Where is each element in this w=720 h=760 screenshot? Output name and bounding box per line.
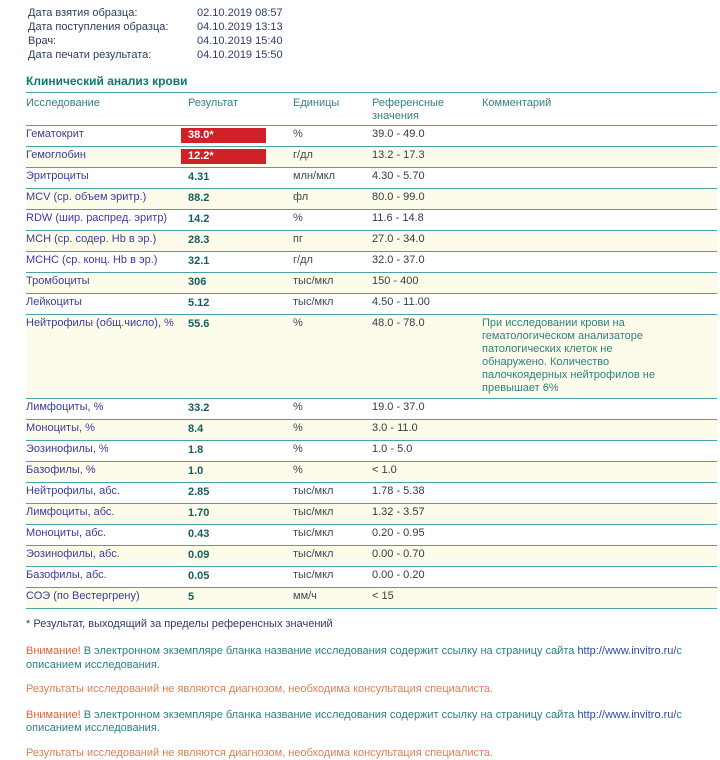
meta-value: 04.10.2019 13:13	[197, 20, 717, 34]
test-result	[188, 126, 293, 146]
attention-text: В электронном экземпляре бланка название исследования содержит ссылку на страницу сайта	[84, 645, 575, 657]
test-comment	[482, 588, 717, 593]
result-value: 0.43	[181, 527, 266, 542]
test-name: MCHC (ср. конц. Hb в эр.)	[26, 252, 188, 270]
test-units: %	[293, 126, 372, 144]
table-row	[26, 462, 717, 483]
table-row	[26, 294, 717, 315]
attention-suffix: с описанием исследования.	[26, 645, 682, 671]
reference-range: 150 - 400	[372, 273, 482, 291]
result-value: 38.0*	[181, 128, 266, 143]
test-name: Моноциты, абс.	[26, 525, 188, 543]
test-name: Нейтрофилы, абс.	[26, 483, 188, 501]
test-comment	[482, 273, 717, 278]
test-units: тыс/мкл	[293, 567, 372, 585]
test-comment	[482, 504, 717, 509]
test-units: %	[293, 441, 372, 459]
test-name: Лимфоциты, абс.	[26, 504, 188, 522]
col-header-comment: Комментарий	[482, 93, 717, 112]
test-units: мм/ч	[293, 588, 372, 606]
table-body	[26, 126, 717, 609]
test-result	[188, 525, 293, 545]
test-result	[188, 147, 293, 167]
col-header-units: Единицы	[293, 93, 372, 112]
test-name: Эозинофилы, абс.	[26, 546, 188, 564]
attention-label: Внимание!	[26, 709, 81, 721]
reference-range: 0.20 - 0.95	[372, 525, 482, 543]
table-row	[26, 399, 717, 420]
meta-row	[28, 34, 717, 48]
test-name: Базофилы, абс.	[26, 567, 188, 585]
result-value: 5.12	[181, 296, 266, 311]
result-value: 12.2*	[181, 149, 266, 164]
test-units: тыс/мкл	[293, 504, 372, 522]
attention-suffix: с описанием исследования.	[26, 709, 682, 735]
reference-range: < 15	[372, 588, 482, 606]
test-comment: При исследовании крови на гематологическом анализаторе патологических клеток не обнаружено. Количество палочкоядерных нейтрофилов не превышает 6%	[482, 315, 717, 398]
attention-text: В электронном экземпляре бланка название исследования содержит ссылку на страницу сайта	[84, 709, 575, 721]
test-result	[188, 567, 293, 587]
table-row	[26, 252, 717, 273]
table-row	[26, 504, 717, 525]
attention-label: Внимание!	[26, 645, 81, 657]
col-header-test: Исследование	[26, 93, 188, 112]
result-value: 14.2	[181, 212, 266, 227]
result-value: 0.09	[181, 548, 266, 563]
meta-label: Дата поступления образца:	[28, 20, 197, 34]
test-result	[188, 168, 293, 188]
test-result	[188, 294, 293, 314]
reference-range: 80.0 - 99.0	[372, 189, 482, 207]
test-units: фл	[293, 189, 372, 207]
test-result	[188, 252, 293, 272]
result-value: 4.31	[181, 170, 266, 185]
table-row	[26, 126, 717, 147]
reference-footnote: * Результат, выходящий за пределы референсных значений	[26, 618, 717, 631]
test-result	[188, 483, 293, 503]
test-result	[188, 399, 293, 419]
test-comment	[482, 189, 717, 194]
reference-range: 19.0 - 37.0	[372, 399, 482, 417]
reference-range: 1.32 - 3.57	[372, 504, 482, 522]
table-row	[26, 588, 717, 609]
test-name: MCH (ср. содер. Hb в эр.)	[26, 231, 188, 249]
result-value: 33.2	[181, 401, 266, 416]
table-row	[26, 273, 717, 294]
table-row	[26, 168, 717, 189]
test-comment	[482, 210, 717, 215]
meta-label: Врач:	[28, 34, 197, 48]
result-value: 28.3	[181, 233, 266, 248]
reference-range: 48.0 - 78.0	[372, 315, 482, 333]
test-name: MCV (ср. объем эритр.)	[26, 189, 188, 207]
reference-range: 1.78 - 5.38	[372, 483, 482, 501]
meta-row	[28, 20, 717, 34]
reference-range: 0.00 - 0.20	[372, 567, 482, 585]
table-row	[26, 567, 717, 588]
results-table	[26, 93, 717, 609]
result-value: 1.70	[181, 506, 266, 521]
meta-row	[28, 6, 717, 20]
test-comment	[482, 483, 717, 488]
result-value: 1.8	[181, 443, 266, 458]
meta-value: 04.10.2019 15:40	[197, 34, 717, 48]
test-name: Нейтрофилы (общ.число), %	[26, 315, 188, 333]
result-value: 88.2	[181, 191, 266, 206]
test-comment	[482, 147, 717, 152]
reference-range: 3.0 - 11.0	[372, 420, 482, 438]
reference-range: 1.0 - 5.0	[372, 441, 482, 459]
test-name: Гемоглобин	[26, 147, 188, 165]
attention-notice-1	[26, 645, 686, 672]
result-value: 306	[181, 275, 266, 290]
result-value: 55.6	[181, 317, 266, 332]
test-name: Лейкоциты	[26, 294, 188, 312]
test-comment	[482, 420, 717, 425]
meta-label: Дата взятия образца:	[28, 6, 197, 20]
test-result	[188, 588, 293, 608]
result-value: 1.0	[181, 464, 266, 479]
reference-range: 32.0 - 37.0	[372, 252, 482, 270]
test-name: Тромбоциты	[26, 273, 188, 291]
test-result	[188, 189, 293, 209]
test-result	[188, 504, 293, 524]
test-units: %	[293, 399, 372, 417]
test-name: Базофилы, %	[26, 462, 188, 480]
test-comment	[482, 399, 717, 404]
test-name: Лимфоциты, %	[26, 399, 188, 417]
test-units: г/дл	[293, 147, 372, 165]
table-header-row	[26, 93, 717, 126]
reference-range: 39.0 - 49.0	[372, 126, 482, 144]
test-name: RDW (шир. распред. эритр)	[26, 210, 188, 228]
test-result	[188, 462, 293, 482]
attention-notice-2	[26, 709, 686, 736]
result-value: 32.1	[181, 254, 266, 269]
test-result	[188, 273, 293, 293]
test-comment	[482, 252, 717, 257]
table-row	[26, 315, 717, 399]
test-result	[188, 546, 293, 566]
test-name: СОЭ (по Вестергрену)	[26, 588, 188, 606]
reference-range: < 1.0	[372, 462, 482, 480]
test-comment	[482, 126, 717, 131]
test-units: тыс/мкл	[293, 546, 372, 564]
table-row	[26, 420, 717, 441]
test-units: тыс/мкл	[293, 273, 372, 291]
test-units: г/дл	[293, 252, 372, 270]
col-header-result: Результат	[188, 93, 293, 112]
section-title: Клинический анализ крови	[26, 74, 717, 93]
test-comment	[482, 231, 717, 236]
disclaimer-notice-2: Результаты исследований не являются диагнозом, необходима консультация специалиста.	[26, 747, 686, 760]
table-row	[26, 231, 717, 252]
test-name: Эритроциты	[26, 168, 188, 186]
test-name: Моноциты, %	[26, 420, 188, 438]
test-name: Эозинофилы, %	[26, 441, 188, 459]
table-row	[26, 210, 717, 231]
test-result	[188, 315, 293, 335]
test-result	[188, 420, 293, 440]
test-comment	[482, 525, 717, 530]
invitro-url-link[interactable]: http://www.invitro.ru/	[577, 709, 676, 721]
reference-range: 4.30 - 5.70	[372, 168, 482, 186]
test-units: %	[293, 462, 372, 480]
result-value: 0.05	[181, 569, 266, 584]
invitro-url-link[interactable]: http://www.invitro.ru/	[577, 645, 676, 657]
test-units: %	[293, 420, 372, 438]
test-comment	[482, 567, 717, 572]
meta-value: 04.10.2019 15:50	[197, 48, 717, 62]
test-units: пг	[293, 231, 372, 249]
meta-value: 02.10.2019 08:57	[197, 6, 717, 20]
test-comment	[482, 294, 717, 299]
table-row	[26, 546, 717, 567]
test-result	[188, 441, 293, 461]
reference-range: 27.0 - 34.0	[372, 231, 482, 249]
sample-metadata	[26, 6, 717, 62]
reference-range: 11.6 - 14.8	[372, 210, 482, 228]
table-row	[26, 189, 717, 210]
col-header-reference: Референсные значения	[372, 93, 482, 125]
table-row	[26, 525, 717, 546]
test-comment	[482, 168, 717, 173]
test-units: тыс/мкл	[293, 483, 372, 501]
test-units: млн/мкл	[293, 168, 372, 186]
test-units: тыс/мкл	[293, 294, 372, 312]
test-result	[188, 210, 293, 230]
test-comment	[482, 546, 717, 551]
disclaimer-notice-1: Результаты исследований не являются диагнозом, необходима консультация специалиста.	[26, 683, 686, 697]
reference-range: 13.2 - 17.3	[372, 147, 482, 165]
result-value: 5	[181, 590, 266, 605]
table-row	[26, 147, 717, 168]
reference-range: 4.50 - 11.00	[372, 294, 482, 312]
test-comment	[482, 462, 717, 467]
test-units: %	[293, 315, 372, 333]
test-units: тыс/мкл	[293, 525, 372, 543]
test-name: Гематокрит	[26, 126, 188, 144]
result-value: 8.4	[181, 422, 266, 437]
test-comment	[482, 441, 717, 446]
reference-range: 0.00 - 0.70	[372, 546, 482, 564]
meta-row	[28, 48, 717, 62]
test-result	[188, 231, 293, 251]
result-value: 2.85	[181, 485, 266, 500]
test-units: %	[293, 210, 372, 228]
table-row	[26, 441, 717, 462]
meta-label: Дата печати результата:	[28, 48, 197, 62]
table-row	[26, 483, 717, 504]
